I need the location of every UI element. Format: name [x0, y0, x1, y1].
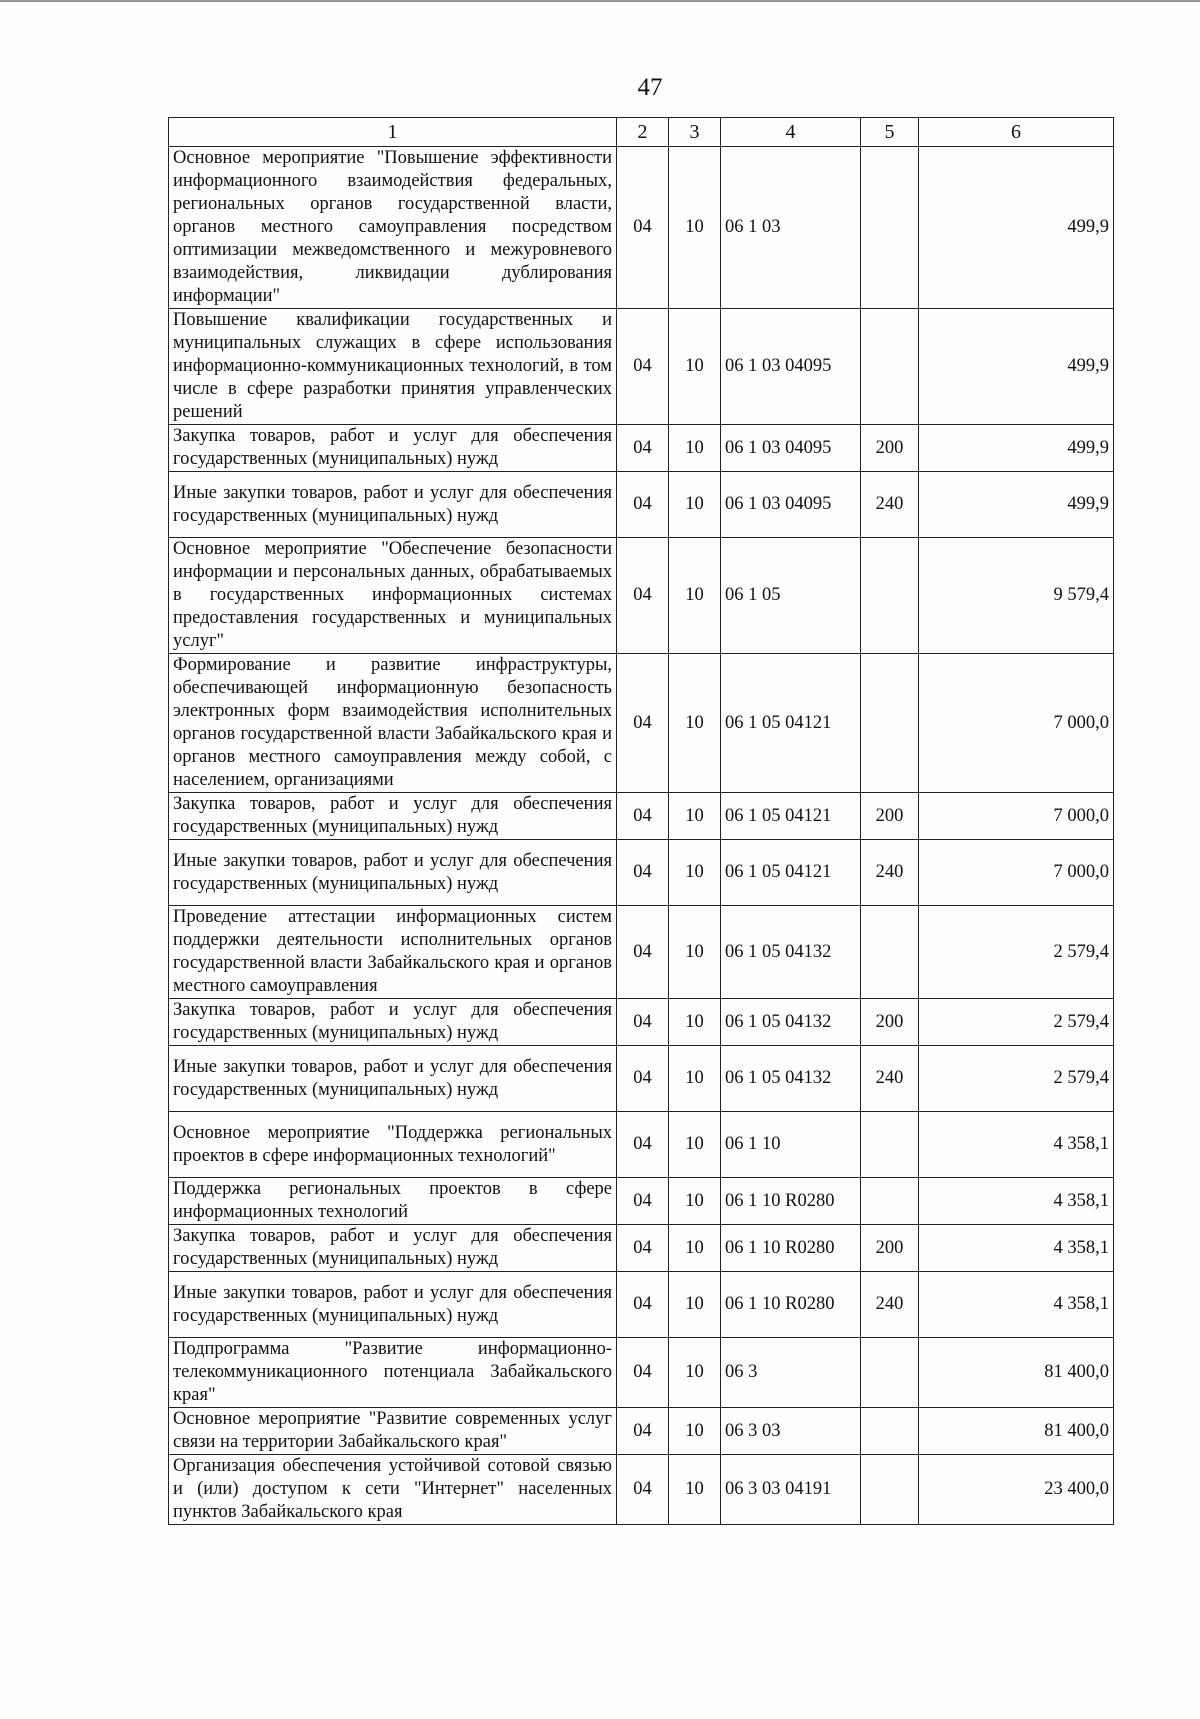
row-section-code: 04 [617, 654, 669, 793]
row-description: Закупка товаров, работ и услуг для обеспечения государственных (муниципальных) нужд [169, 999, 617, 1046]
row-target-article: 06 1 05 04121 [721, 840, 861, 906]
row-expense-type: 240 [861, 1272, 919, 1338]
row-subsection-code: 10 [669, 309, 721, 425]
row-subsection-code: 10 [669, 906, 721, 999]
row-subsection-code: 10 [669, 1112, 721, 1178]
row-section-code: 04 [617, 906, 669, 999]
budget-table [168, 117, 1114, 1525]
row-amount: 2 579,4 [919, 1046, 1114, 1112]
table-row [169, 472, 1114, 538]
row-expense-type: 200 [861, 425, 919, 472]
column-header: 4 [721, 118, 861, 147]
table-row [169, 1408, 1114, 1455]
row-amount: 81 400,0 [919, 1408, 1114, 1455]
row-expense-type [861, 538, 919, 654]
row-target-article: 06 1 10 R0280 [721, 1178, 861, 1225]
row-expense-type: 240 [861, 472, 919, 538]
row-description: Закупка товаров, работ и услуг для обеспечения государственных (муниципальных) нужд [169, 425, 617, 472]
row-subsection-code: 10 [669, 538, 721, 654]
row-expense-type: 200 [861, 999, 919, 1046]
table-row [169, 793, 1114, 840]
row-expense-type [861, 906, 919, 999]
row-target-article: 06 1 03 [721, 147, 861, 309]
row-subsection-code: 10 [669, 1178, 721, 1225]
table-row [169, 999, 1114, 1046]
row-target-article: 06 1 10 [721, 1112, 861, 1178]
row-target-article: 06 1 05 04121 [721, 793, 861, 840]
row-expense-type: 200 [861, 793, 919, 840]
row-expense-type: 200 [861, 1225, 919, 1272]
table-row [169, 906, 1114, 999]
row-section-code: 04 [617, 425, 669, 472]
table-row [169, 538, 1114, 654]
table-row [169, 654, 1114, 793]
row-section-code: 04 [617, 309, 669, 425]
row-amount: 2 579,4 [919, 999, 1114, 1046]
row-expense-type: 240 [861, 840, 919, 906]
row-subsection-code: 10 [669, 1046, 721, 1112]
row-target-article: 06 3 03 [721, 1408, 861, 1455]
row-target-article: 06 1 05 04132 [721, 906, 861, 999]
row-section-code: 04 [617, 1046, 669, 1112]
row-target-article: 06 1 05 04121 [721, 654, 861, 793]
row-subsection-code: 10 [669, 472, 721, 538]
row-target-article: 06 1 05 04132 [721, 999, 861, 1046]
row-subsection-code: 10 [669, 1455, 721, 1525]
row-description: Иные закупки товаров, работ и услуг для обеспечения государственных (муниципальных) нужд [169, 840, 617, 906]
table-row [169, 1112, 1114, 1178]
row-description: Иные закупки товаров, работ и услуг для обеспечения государственных (муниципальных) нужд [169, 1272, 617, 1338]
row-subsection-code: 10 [669, 999, 721, 1046]
row-subsection-code: 10 [669, 654, 721, 793]
table-row [169, 309, 1114, 425]
header-row [169, 118, 1114, 147]
row-section-code: 04 [617, 472, 669, 538]
row-description: Иные закупки товаров, работ и услуг для обеспечения государственных (муниципальных) нужд [169, 472, 617, 538]
row-section-code: 04 [617, 1408, 669, 1455]
row-expense-type [861, 1178, 919, 1225]
row-subsection-code: 10 [669, 1338, 721, 1408]
row-expense-type [861, 309, 919, 425]
row-description: Иные закупки товаров, работ и услуг для обеспечения государственных (муниципальных) нужд [169, 1046, 617, 1112]
row-target-article: 06 1 05 04132 [721, 1046, 861, 1112]
row-description: Проведение аттестации информационных систем поддержки деятельности исполнительных органов государственной власти Забайкальского края и органов местного самоуправления [169, 906, 617, 999]
row-amount: 4 358,1 [919, 1225, 1114, 1272]
row-target-article: 06 1 10 R0280 [721, 1272, 861, 1338]
table-row [169, 1455, 1114, 1525]
row-description: Основное мероприятие "Обеспечение безопасности информации и персональных данных, обрабатываемых в государственных информационных системах предоставления государственных и муниципальных услуг" [169, 538, 617, 654]
row-target-article: 06 3 03 04191 [721, 1455, 861, 1525]
row-description: Закупка товаров, работ и услуг для обеспечения государственных (муниципальных) нужд [169, 793, 617, 840]
row-amount: 2 579,4 [919, 906, 1114, 999]
row-target-article: 06 1 03 04095 [721, 309, 861, 425]
column-header: 1 [169, 118, 617, 147]
table-row [169, 1178, 1114, 1225]
row-description: Основное мероприятие "Повышение эффективности информационного взаимодействия федеральных, региональных органов государственной власти, органов местного самоуправления посредством оптимизации межведомственного и межуровневого взаимодействия, ликвидации дублирования информации" [169, 147, 617, 309]
table-row [169, 1225, 1114, 1272]
row-section-code: 04 [617, 840, 669, 906]
row-description: Закупка товаров, работ и услуг для обеспечения государственных (муниципальных) нужд [169, 1225, 617, 1272]
row-amount: 4 358,1 [919, 1178, 1114, 1225]
row-expense-type: 240 [861, 1046, 919, 1112]
row-subsection-code: 10 [669, 793, 721, 840]
row-amount: 499,9 [919, 472, 1114, 538]
table-row [169, 147, 1114, 309]
row-target-article: 06 3 [721, 1338, 861, 1408]
column-header: 3 [669, 118, 721, 147]
row-expense-type [861, 1455, 919, 1525]
row-section-code: 04 [617, 793, 669, 840]
row-description: Основное мероприятие "Поддержка региональных проектов в сфере информационных технологий" [169, 1112, 617, 1178]
row-amount: 23 400,0 [919, 1455, 1114, 1525]
row-section-code: 04 [617, 1272, 669, 1338]
row-description: Организация обеспечения устойчивой сотовой связью и (или) доступом к сети "Интернет" населенных пунктов Забайкальского края [169, 1455, 617, 1525]
row-subsection-code: 10 [669, 1408, 721, 1455]
row-description: Основное мероприятие "Развитие современных услуг связи на территории Забайкальского края" [169, 1408, 617, 1455]
row-expense-type [861, 654, 919, 793]
row-subsection-code: 10 [669, 840, 721, 906]
row-description: Повышение квалификации государственных и муниципальных служащих в сфере использования информационно-коммуникационных технологий, в том числе в сфере разработки принятия управленческих решений [169, 309, 617, 425]
row-section-code: 04 [617, 1112, 669, 1178]
row-subsection-code: 10 [669, 1225, 721, 1272]
row-section-code: 04 [617, 999, 669, 1046]
row-amount: 499,9 [919, 147, 1114, 309]
table-row [169, 1272, 1114, 1338]
row-subsection-code: 10 [669, 1272, 721, 1338]
row-amount: 7 000,0 [919, 793, 1114, 840]
row-subsection-code: 10 [669, 425, 721, 472]
table-row [169, 840, 1114, 906]
row-description: Формирование и развитие инфраструктуры, обеспечивающей информационную безопасность электронных форм взаимодействия исполнительных органов государственной власти Забайкальского края и органов местного самоуправления между собой, с населением, организациями [169, 654, 617, 793]
table-row [169, 425, 1114, 472]
row-description: Подпрограмма "Развитие информационно-телекоммуникационного потенциала Забайкальского края" [169, 1338, 617, 1408]
row-target-article: 06 1 10 R0280 [721, 1225, 861, 1272]
scan-edge-line [0, 0, 1200, 2]
row-description: Поддержка региональных проектов в сфере информационных технологий [169, 1178, 617, 1225]
column-header: 5 [861, 118, 919, 147]
column-header: 2 [617, 118, 669, 147]
row-expense-type [861, 147, 919, 309]
row-target-article: 06 1 05 [721, 538, 861, 654]
row-section-code: 04 [617, 1178, 669, 1225]
table-row [169, 1046, 1114, 1112]
row-expense-type [861, 1408, 919, 1455]
row-amount: 499,9 [919, 425, 1114, 472]
row-section-code: 04 [617, 1455, 669, 1525]
row-section-code: 04 [617, 1338, 669, 1408]
page-number: 47 [637, 74, 663, 101]
row-amount: 499,9 [919, 309, 1114, 425]
table-row [169, 1338, 1114, 1408]
row-amount: 4 358,1 [919, 1272, 1114, 1338]
row-amount: 7 000,0 [919, 654, 1114, 793]
row-amount: 9 579,4 [919, 538, 1114, 654]
row-expense-type [861, 1112, 919, 1178]
row-expense-type [861, 1338, 919, 1408]
row-section-code: 04 [617, 1225, 669, 1272]
column-header: 6 [919, 118, 1114, 147]
row-subsection-code: 10 [669, 147, 721, 309]
row-target-article: 06 1 03 04095 [721, 425, 861, 472]
row-section-code: 04 [617, 147, 669, 309]
row-amount: 4 358,1 [919, 1112, 1114, 1178]
row-target-article: 06 1 03 04095 [721, 472, 861, 538]
row-amount: 7 000,0 [919, 840, 1114, 906]
row-amount: 81 400,0 [919, 1338, 1114, 1408]
row-section-code: 04 [617, 538, 669, 654]
